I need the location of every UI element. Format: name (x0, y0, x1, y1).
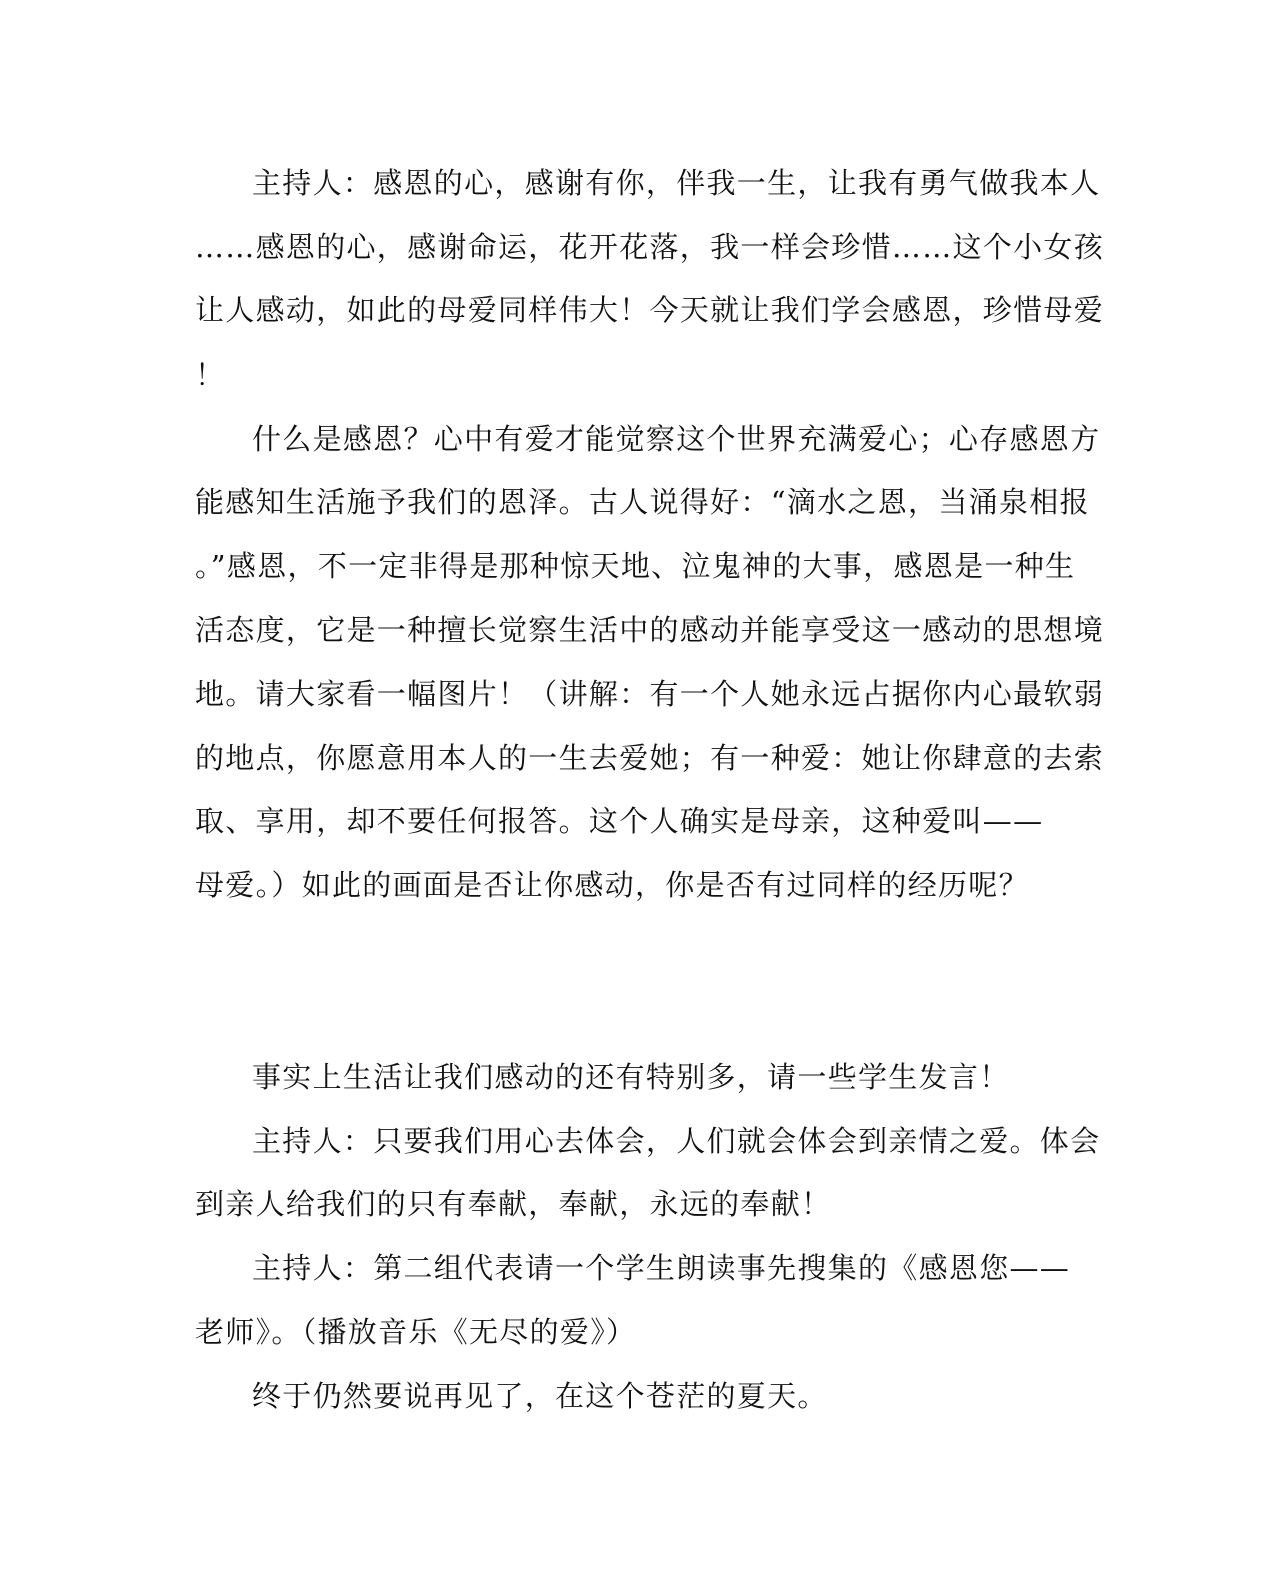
text-line: 能感知生活施予我们的恩泽。古人说得好：“滴水之恩，当涌泉相报 (195, 485, 1090, 519)
text-line: 什么是感恩？心中有爱才能觉察这个世界充满爱心；心存感恩方 (252, 422, 1101, 456)
text-line: 的地点，你愿意用本人的一生去爱她；有一种爱：她让你肆意的去索 (195, 741, 1105, 775)
text-line: ！ (195, 358, 226, 392)
text-line: 地。请大家看一幅图片！（讲解：有一个人她永远占据你内心最软弱 (195, 677, 1105, 711)
text-line: 取、享用，却不要任何报答。这个人确实是母亲，这种爱叫—— (195, 804, 1044, 838)
text-line: 到亲人给我们的只有奉献，奉献，永远的奉献！ (195, 1187, 832, 1221)
text-line: 终于仍然要说再见了，在这个苍茫的夏天。 (252, 1379, 828, 1413)
text-line: 母爱。）如此的画面是否让你感动，你是否有过同样的经历呢？ (195, 868, 1029, 902)
text-line: ……感恩的心，感谢命运，花开花落，我一样会珍惜……这个小女孩 (195, 230, 1105, 264)
text-line: 事实上生活让我们感动的还有特别多，请一些学生发言！ (252, 1060, 1010, 1094)
text-line: 让人感动，如此的母爱同样伟大！今天就让我们学会感恩，珍惜母爱 (195, 293, 1105, 327)
text-line: 主持人：只要我们用心去体会，人们就会体会到亲情之爱。体会 (252, 1124, 1101, 1158)
text-line: 。”感恩，不一定非得是那种惊天地、泣鬼神的大事，感恩是一种生 (195, 549, 1076, 583)
text-line: 活态度，它是一种擅长觉察生活中的感动并能享受这一感动的思想境 (195, 613, 1105, 647)
text-line: 主持人：感恩的心，感谢有你，伴我一生，让我有勇气做我本人 (252, 166, 1101, 200)
text-line: 主持人：第二组代表请一个学生朗读事先搜集的《感恩您—— (252, 1251, 1071, 1285)
text-line: 老师》。（播放音乐《无尽的爱》） (195, 1315, 637, 1349)
